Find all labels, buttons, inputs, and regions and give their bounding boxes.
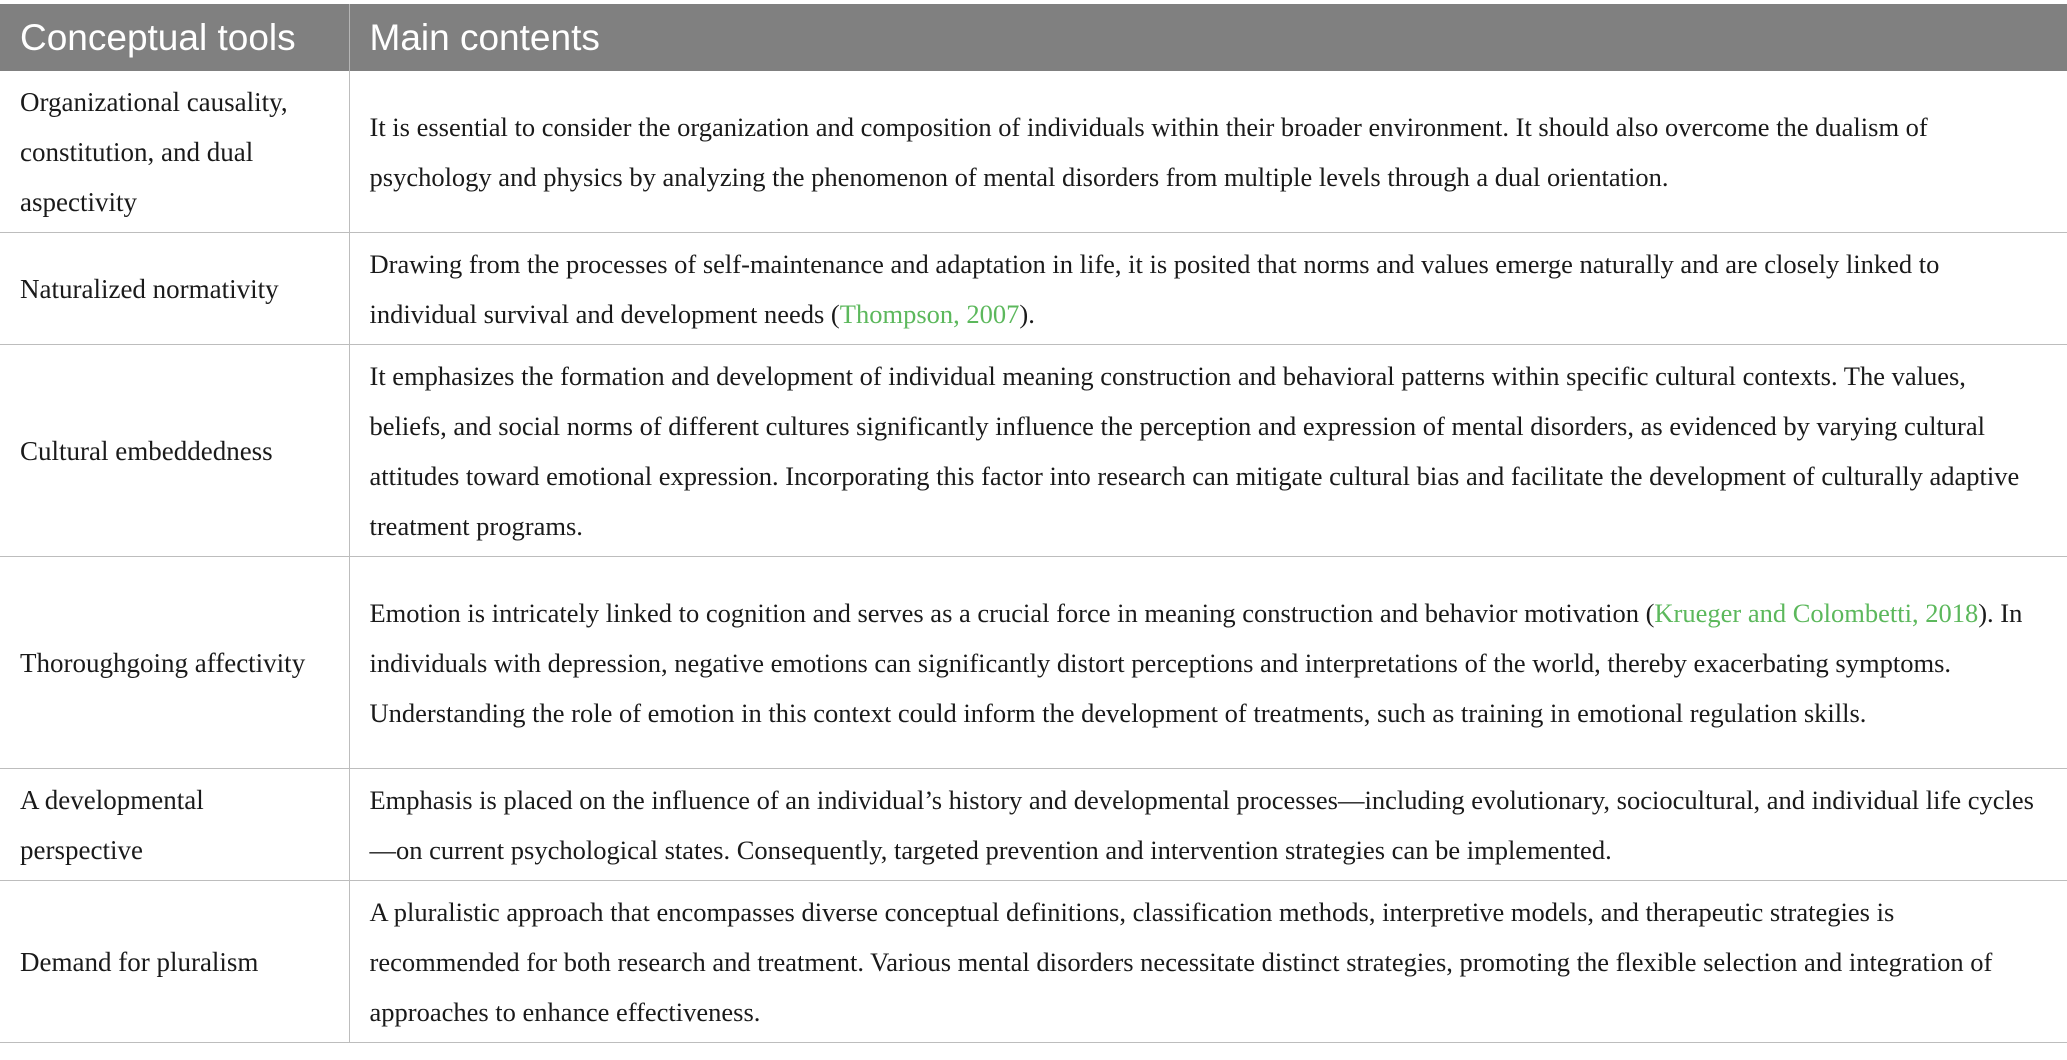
- tool-name-cell: Thoroughgoing affectivity: [0, 557, 349, 769]
- content-cell: Emphasis is placed on the influence of an individual’s history and developmental processes—including evolutionary, sociocultural, and individual life cycles—on current psychological states. Consequently, targeted prevention and intervention strategies can be implemented.: [349, 769, 2067, 881]
- table-header: [0, 4, 2067, 71]
- content-cell: [349, 557, 2067, 769]
- table-row: [0, 557, 2067, 769]
- table-body: [0, 71, 2067, 1043]
- content-text: ).: [1019, 298, 1035, 329]
- table-row: [0, 345, 2067, 557]
- conceptual-tools-table: [0, 4, 2067, 1043]
- content-cell: [349, 233, 2067, 345]
- table-row: [0, 233, 2067, 345]
- table-row: [0, 881, 2067, 1043]
- tool-name-cell: Naturalized normativity: [0, 233, 349, 345]
- table-row: [0, 71, 2067, 233]
- tool-name-cell: Cultural embeddedness: [0, 345, 349, 557]
- content-text: Emotion is intricately linked to cognition and serves as a crucial force in meaning construction and behavior motivation (: [369, 597, 1655, 628]
- tool-name-cell: Organizational causality, constitution, and dual aspectivity: [0, 71, 349, 233]
- tool-name-cell: Demand for pluralism: [0, 881, 349, 1043]
- table-row: [0, 769, 2067, 881]
- citation-link[interactable]: Krueger and Colombetti, 2018: [1654, 597, 1979, 628]
- header-row: [0, 4, 2067, 71]
- citation-link[interactable]: Thompson, 2007: [839, 298, 1020, 329]
- content-text: ). In individuals with depression, negative emotions can significantly distort perceptions and interpretations of the world, thereby exacerbating symptoms. Understanding the role of emotion in this context could inform the development of treatments, such as training in emotional regulation skills.: [369, 597, 2023, 728]
- header-conceptual-tools: Conceptual tools: [0, 4, 349, 71]
- conceptual-tools-table-container: [0, 4, 2067, 1043]
- tool-name-cell: A developmental perspective: [0, 769, 349, 881]
- content-cell: It emphasizes the formation and development of individual meaning construction and behavioral patterns within specific cultural contexts. The values, beliefs, and social norms of different cultures significantly influence the perception and expression of mental disorders, as evidenced by varying cultural attitudes toward emotional expression. Incorporating this factor into research can mitigate cultural bias and facilitate the development of culturally adaptive treatment programs.: [349, 345, 2067, 557]
- header-main-contents: Main contents: [349, 4, 2067, 71]
- content-text: Drawing from the processes of self-maintenance and adaptation in life, it is posited that norms and values emerge naturally and are closely linked to individual survival and development needs (: [369, 248, 1940, 329]
- content-cell: A pluralistic approach that encompasses diverse conceptual definitions, classification methods, interpretive models, and therapeutic strategies is recommended for both research and treatment. Various mental disorders necessitate distinct strategies, promoting the flexible selection and integration of approaches to enhance effectiveness.: [349, 881, 2067, 1043]
- content-cell: It is essential to consider the organization and composition of individuals within their broader environment. It should also overcome the dualism of psychology and physics by analyzing the phenomenon of mental disorders from multiple levels through a dual orientation.: [349, 71, 2067, 233]
